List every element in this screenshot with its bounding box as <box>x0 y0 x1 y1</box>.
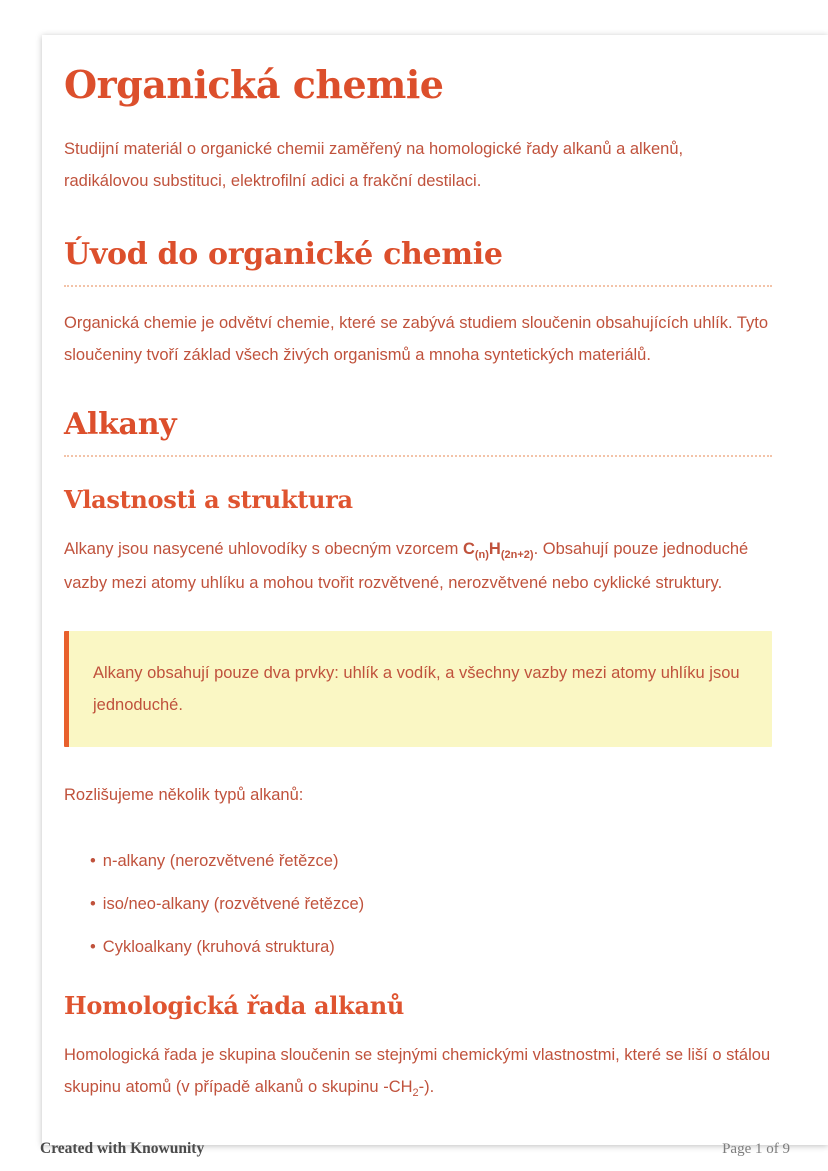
subheading-vlastnosti: Vlastnosti a struktura <box>64 484 353 514</box>
vlastnosti-text-after: . Obsahují pouze jednoduché vazby mezi atomy uhlíku a mohou tvořit rozvětvené, nerozvětvené nebo cyklické struktury. <box>64 539 749 592</box>
list-item-label: iso/neo-alkany (rozvětvené řetězce) <box>102 894 365 913</box>
section-heading-alkany: Alkany <box>64 407 772 457</box>
bullet-icon: • <box>90 851 96 870</box>
page-footer <box>40 1140 790 1158</box>
bullet-icon: • <box>90 937 96 956</box>
formula-carbon-subscript: (n) <box>474 548 489 561</box>
uvod-paragraph: Organická chemie je odvětví chemie, které se zabývá studiem sloučenin obsahujících uhlík. Tyto sloučeniny tvoří základ všech živých organismů a mnoha syntetických materiálů. <box>64 313 769 364</box>
formula-carbon: C <box>462 539 475 558</box>
bullet-icon: • <box>90 894 96 913</box>
vlastnosti-text-before: Alkany jsou nasycené uhlovodíky s obecným vzorcem <box>64 539 463 558</box>
footer-page-number: Page 1 of 9 <box>722 1141 790 1157</box>
homologicka-text-after: -). <box>418 1077 435 1096</box>
list-item <box>90 845 772 877</box>
homologicka-text-before: Homologická řada je skupina sloučenin se stejnými chemickými vlastnostmi, které se liší o stálou skupinu atomů (v případě alkanů o skupinu -CH <box>64 1045 771 1096</box>
document-title: Organická chemie <box>64 62 444 107</box>
subheading-homologicka: Homologická řada alkanů <box>64 990 404 1020</box>
list-item-label: Cykloalkany (kruhová struktura) <box>102 937 335 956</box>
types-intro-paragraph: Rozlišujeme několik typů alkanů: <box>64 785 304 804</box>
alkane-formula <box>462 539 534 561</box>
homologicka-paragraph <box>64 1039 772 1105</box>
intro-paragraph: Studijní materiál o organické chemii zaměřený na homologické řady alkanů a alkenů, radikálovou substituci, elektrofilní adici a frakční destilaci. <box>64 139 684 190</box>
list-item-label: n-alkany (nerozvětvené řetězce) <box>102 851 339 870</box>
ch2-subscript: 2 <box>412 1086 419 1099</box>
highlight-callout <box>64 631 772 747</box>
formula-hydrogen: H <box>488 539 501 558</box>
alkane-types-list <box>64 845 772 963</box>
section-heading-uvod: Úvod do organické chemie <box>64 237 772 287</box>
formula-hydrogen-subscript: (2n+2) <box>500 548 534 561</box>
document-page <box>42 35 828 1145</box>
footer-created-label: Created with Knowunity <box>40 1140 205 1157</box>
list-item <box>90 888 772 920</box>
list-item <box>90 931 772 963</box>
callout-text: Alkany obsahují pouze dva prvky: uhlík a vodík, a všechny vazby mezi atomy uhlíku jsou jednoduché. <box>93 663 740 714</box>
vlastnosti-paragraph <box>64 533 772 599</box>
